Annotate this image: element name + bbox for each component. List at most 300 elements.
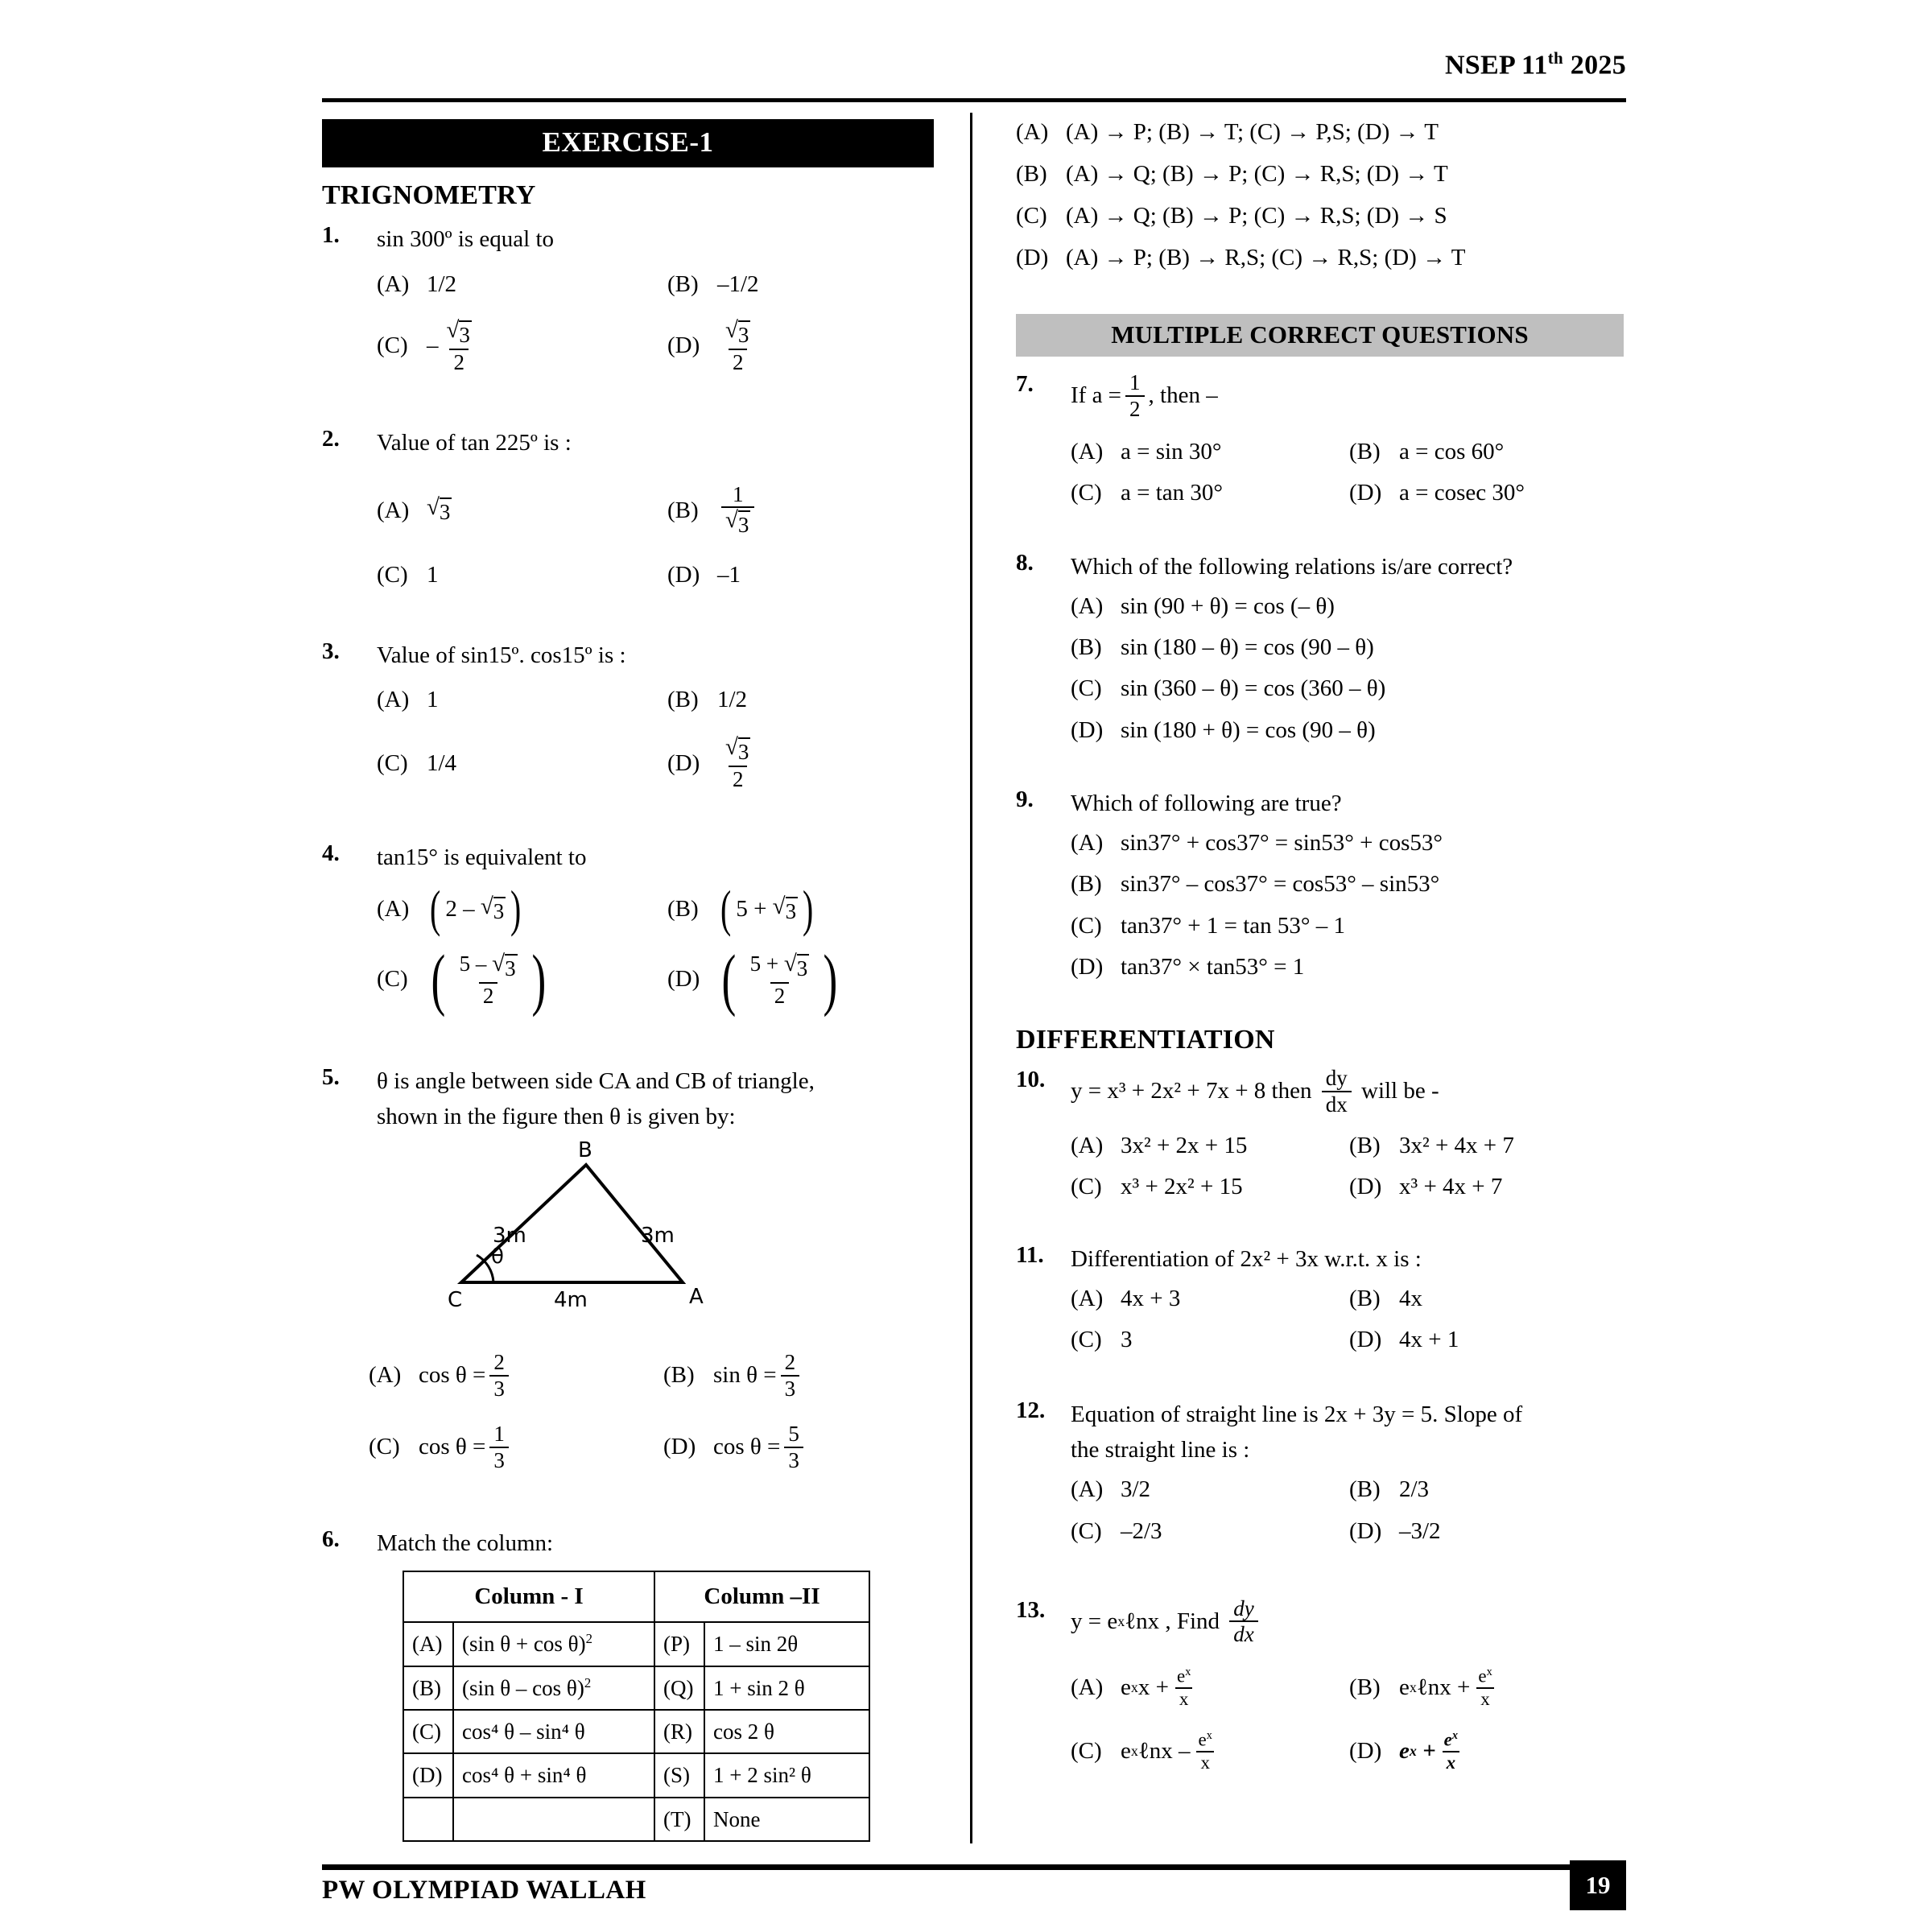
option-label: (C) bbox=[377, 750, 408, 777]
question-10 bbox=[1016, 1067, 1628, 1208]
vertex-label-c: C bbox=[448, 1288, 463, 1313]
row-value-left bbox=[453, 1798, 654, 1841]
option-d[interactable] bbox=[1349, 473, 1628, 514]
option-value: cos θ = $\frac{1}{3}$ bbox=[419, 1422, 513, 1472]
table-row bbox=[403, 1798, 869, 1841]
fraction: $\frac{2}{3}$ bbox=[489, 1351, 509, 1400]
option-value: 4x + 1 bbox=[1399, 1327, 1459, 1353]
option-b[interactable] bbox=[667, 479, 958, 543]
option-value: a = sin 30° bbox=[1121, 439, 1222, 465]
option-label: (B) bbox=[1016, 160, 1047, 187]
option-label: (C) bbox=[377, 966, 408, 993]
option-label: (A) bbox=[1071, 1133, 1104, 1159]
option-value: (A) → Q; (B) → P; (C) → R,S; (D) → S bbox=[1066, 202, 1447, 229]
question-11 bbox=[1016, 1242, 1628, 1361]
option-value: 1/2 bbox=[717, 687, 748, 713]
option-label: (B) bbox=[1349, 439, 1381, 465]
option-label: (B) bbox=[1349, 1674, 1381, 1701]
row-value-left: cos⁴ θ + sin⁴ θ bbox=[453, 1753, 654, 1797]
question-12 bbox=[1016, 1397, 1628, 1551]
fraction bbox=[721, 736, 754, 791]
fraction bbox=[456, 952, 522, 1008]
question-4 bbox=[322, 840, 958, 1018]
question-5 bbox=[322, 1064, 958, 1476]
option-label: (D) bbox=[1349, 480, 1382, 506]
question-text: sin 300º is equal to bbox=[377, 226, 555, 252]
question-6-options-continued bbox=[1016, 114, 1628, 275]
fraction-denominator: 2 bbox=[729, 349, 748, 374]
option-value: 3 bbox=[1121, 1327, 1133, 1353]
option-value: cos θ = $\frac{5}{3}$ bbox=[713, 1422, 807, 1472]
fraction: $\frac{e^x}{x}$ bbox=[1195, 1730, 1216, 1773]
sqrt-icon: √ 3 bbox=[783, 950, 808, 980]
option-b[interactable] bbox=[1349, 1278, 1628, 1319]
left-column bbox=[322, 113, 958, 1842]
row-value-left: (sin θ + cos θ)$^2$ bbox=[453, 1622, 654, 1666]
option-value: a = cosec 30° bbox=[1399, 480, 1525, 506]
question-9 bbox=[1016, 786, 1628, 988]
option-label: (C) bbox=[1071, 1738, 1102, 1765]
question-text: Value of tan 225º is : bbox=[377, 430, 572, 456]
option-b[interactable] bbox=[667, 679, 958, 720]
fraction: $\frac{2}{3}$ bbox=[781, 1351, 800, 1400]
option-d[interactable] bbox=[1349, 1726, 1628, 1777]
option-label: (A) bbox=[1071, 1476, 1104, 1503]
table-row bbox=[403, 1666, 869, 1710]
fraction: $\frac{1}{2}$ bbox=[1125, 371, 1145, 420]
option-label: (C) bbox=[1071, 480, 1102, 506]
option-label: (A) bbox=[377, 270, 410, 297]
sqrt-icon: √ 3 bbox=[725, 734, 749, 765]
option-value: e x x + $\frac{e^x}{x}$ bbox=[1121, 1666, 1199, 1709]
option-label: (D) bbox=[1071, 716, 1104, 743]
option-label: (D) bbox=[667, 750, 700, 777]
option-label: (B) bbox=[1349, 1476, 1381, 1503]
option-a[interactable] bbox=[1071, 1125, 1349, 1166]
option-value: (A) → P; (B) → R,S; (C) → R,S; (D) → T bbox=[1066, 244, 1466, 270]
option-label: (A) bbox=[1071, 1286, 1104, 1311]
option-b[interactable] bbox=[1349, 1662, 1628, 1713]
angle-label-theta: θ bbox=[491, 1245, 504, 1269]
option-value bbox=[717, 483, 758, 539]
multiple-correct-banner: MULTIPLE CORRECT QUESTIONS bbox=[1016, 314, 1624, 357]
option-c[interactable] bbox=[377, 732, 667, 795]
fraction: $\frac{1}{3}$ bbox=[489, 1422, 509, 1472]
option-value bbox=[427, 496, 452, 525]
right-column bbox=[1016, 113, 1628, 1777]
row-key-right: (Q) bbox=[654, 1666, 704, 1710]
option-value: tan37° + 1 = tan 53° – 1 bbox=[1121, 912, 1346, 939]
option-d[interactable] bbox=[1071, 947, 1628, 988]
row-key-left: (A) bbox=[403, 1622, 453, 1666]
option-value bbox=[717, 316, 758, 374]
section-heading-differentiation: DIFFERENTIATION bbox=[1016, 1024, 1275, 1055]
footer-brand: PW OLYMPIAD WALLAH bbox=[322, 1876, 646, 1905]
fraction-denominator: 2 bbox=[449, 349, 469, 374]
option-c[interactable] bbox=[1071, 906, 1628, 947]
option-c[interactable] bbox=[1071, 1166, 1349, 1208]
option-d[interactable] bbox=[1349, 1166, 1628, 1208]
question-number: 6. bbox=[322, 1525, 340, 1552]
option-label: (D) bbox=[1349, 1738, 1382, 1765]
row-value-right: None bbox=[704, 1798, 869, 1841]
option-value: 4x bbox=[1399, 1286, 1422, 1311]
question-number: 8. bbox=[1016, 549, 1034, 576]
option-label: (B) bbox=[1349, 1133, 1381, 1159]
fraction: $\frac{e^x}{x}$ bbox=[1440, 1730, 1462, 1773]
option-label: (C) bbox=[369, 1434, 400, 1460]
paren-group: ( 5 + √ 3 2 ) bbox=[721, 939, 838, 1018]
options-list bbox=[377, 264, 958, 378]
option-b[interactable] bbox=[1071, 627, 1628, 668]
row-value-right: 1 – sin 2θ bbox=[704, 1622, 869, 1666]
option-c[interactable] bbox=[377, 555, 667, 596]
column-header-right: Column –II bbox=[654, 1571, 869, 1622]
option-label: (D) bbox=[1349, 1327, 1382, 1353]
match-the-column-table bbox=[402, 1571, 870, 1842]
sqrt-icon: √ 3 bbox=[492, 950, 516, 980]
option-label: (D) bbox=[663, 1434, 696, 1460]
option-label: (B) bbox=[667, 687, 699, 713]
option-label: (A) bbox=[1016, 118, 1049, 145]
option-label: (A) bbox=[1071, 439, 1104, 465]
question-number: 5. bbox=[322, 1064, 340, 1091]
option-label: (B) bbox=[667, 270, 699, 297]
option-b[interactable] bbox=[1349, 431, 1628, 473]
option-label: (D) bbox=[1349, 1174, 1382, 1200]
option-value: x³ + 2x² + 15 bbox=[1121, 1174, 1243, 1200]
option-a[interactable] bbox=[377, 679, 667, 720]
question-text-line-1: θ is angle between side CA and CB of triangle, bbox=[377, 1068, 815, 1095]
option-c[interactable] bbox=[1071, 1726, 1349, 1777]
option-a[interactable] bbox=[377, 264, 667, 305]
option-value: 3/2 bbox=[1121, 1476, 1151, 1503]
option-d[interactable] bbox=[1349, 1511, 1628, 1552]
question-text: Which of the following relations is/are correct? bbox=[1071, 553, 1513, 580]
option-value: 1 bbox=[427, 562, 439, 588]
question-text-line-2: the straight line is : bbox=[1071, 1436, 1250, 1463]
row-value-right: cos 2 θ bbox=[704, 1710, 869, 1753]
row-key-left bbox=[403, 1798, 453, 1841]
question-2 bbox=[322, 426, 958, 596]
option-a[interactable] bbox=[1071, 431, 1349, 473]
option-value: cos θ = $\frac{2}{3}$ bbox=[419, 1351, 513, 1400]
question-number: 7. bbox=[1016, 371, 1034, 397]
option-label: (B) bbox=[1071, 634, 1102, 661]
fraction-denominator: 2 bbox=[729, 766, 748, 791]
options-list bbox=[1071, 1662, 1628, 1777]
sqrt-icon: √ 3 bbox=[446, 316, 470, 347]
option-label: (C) bbox=[1071, 1174, 1102, 1200]
fraction-denominator bbox=[721, 506, 754, 538]
option-label: (B) bbox=[1349, 1286, 1381, 1311]
row-key-right: (P) bbox=[654, 1622, 704, 1666]
option-a[interactable] bbox=[1071, 1278, 1349, 1319]
option-label: (D) bbox=[1349, 1517, 1382, 1544]
option-value: e x ℓnx + $\frac{e^x}{x}$ bbox=[1399, 1666, 1501, 1709]
option-label: (A) bbox=[377, 895, 410, 922]
option-value: 1/2 bbox=[427, 270, 457, 297]
question-number: 9. bbox=[1016, 786, 1034, 812]
question-text: Differentiation of 2x² + 3x w.r.t. x is : bbox=[1071, 1245, 1422, 1272]
option-value: tan37° × tan53° = 1 bbox=[1121, 953, 1305, 980]
table-row bbox=[403, 1622, 869, 1666]
options-list bbox=[377, 468, 958, 597]
option-value: (A) → P; (B) → T; (C) → P,S; (D) → T bbox=[1066, 118, 1439, 145]
option-b[interactable] bbox=[1349, 1125, 1628, 1166]
fraction: $\frac{e^x}{x}$ bbox=[1474, 1666, 1496, 1709]
option-d[interactable] bbox=[1349, 1319, 1628, 1360]
option-label: (B) bbox=[1071, 871, 1102, 898]
question-3 bbox=[322, 638, 958, 795]
option-label: (C) bbox=[377, 332, 408, 359]
option-a[interactable] bbox=[1016, 114, 1628, 150]
option-c[interactable] bbox=[1071, 473, 1349, 514]
column-divider bbox=[970, 113, 972, 1843]
option-c[interactable] bbox=[1016, 198, 1628, 233]
option-value bbox=[717, 880, 816, 938]
option-label: (A) bbox=[1071, 1674, 1104, 1701]
option-label: (C) bbox=[1071, 1327, 1102, 1353]
option-b[interactable] bbox=[1349, 1469, 1628, 1510]
option-value: sin (90 + θ) = cos (– θ) bbox=[1121, 593, 1335, 620]
row-key-right: (T) bbox=[654, 1798, 704, 1841]
option-c[interactable] bbox=[377, 939, 667, 1018]
sqrt-icon: √ 3 bbox=[725, 316, 749, 347]
option-value: sin37° – cos37° = cos53° – sin53° bbox=[1121, 871, 1440, 898]
option-label: (D) bbox=[667, 332, 700, 359]
row-key-left: (D) bbox=[403, 1753, 453, 1797]
option-label: (B) bbox=[667, 497, 699, 523]
fraction bbox=[443, 316, 476, 374]
paren-group: ( 5 + √ 3 ) bbox=[720, 880, 814, 938]
fraction bbox=[721, 316, 754, 374]
option-value: e x ℓnx – $\frac{e^x}{x}$ bbox=[1121, 1730, 1220, 1773]
row-value-right: 1 + sin 2 θ bbox=[704, 1666, 869, 1710]
paren-group: ( 5 – √ 3 2 ) bbox=[431, 939, 546, 1018]
row-value-left: cos⁴ θ – sin⁴ θ bbox=[453, 1710, 654, 1753]
question-text: Value of sin15º. cos15º is : bbox=[377, 642, 626, 668]
row-key-left: (C) bbox=[403, 1710, 453, 1753]
option-value bbox=[427, 880, 525, 938]
sqrt-icon: √ 3 bbox=[480, 893, 505, 923]
option-label: (A) bbox=[377, 497, 410, 523]
page-header bbox=[322, 48, 1626, 113]
fraction-denominator: 2 bbox=[770, 982, 790, 1008]
option-value: sin (180 – θ) = cos (90 – θ) bbox=[1121, 634, 1374, 661]
options-list bbox=[1071, 823, 1628, 988]
option-value: 1 bbox=[427, 687, 439, 713]
option-value: a = cos 60° bbox=[1399, 439, 1505, 465]
paren-group: ( 2 – √ 3 ) bbox=[430, 880, 522, 938]
options-list bbox=[1071, 1469, 1628, 1551]
option-c[interactable] bbox=[377, 315, 667, 378]
fraction-numerator: 5 – √ 3 bbox=[459, 950, 516, 980]
option-label: (A) bbox=[369, 1362, 402, 1389]
option-label: (C) bbox=[1071, 1517, 1102, 1544]
row-key-right: (S) bbox=[654, 1753, 704, 1797]
question-13 bbox=[1016, 1597, 1628, 1777]
option-label: (C) bbox=[1016, 202, 1047, 229]
fraction-numerator: 5 + √ 3 bbox=[749, 950, 808, 980]
question-text-line-1: Equation of straight line is 2x + 3y = 5. Slope of bbox=[1071, 1402, 1523, 1428]
option-c[interactable] bbox=[369, 1418, 663, 1476]
option-d[interactable] bbox=[1016, 240, 1628, 275]
question-7 bbox=[1016, 371, 1628, 514]
option-label: (C) bbox=[1071, 675, 1102, 702]
page-number-badge: 19 bbox=[1570, 1860, 1626, 1910]
question-number: 10. bbox=[1016, 1066, 1046, 1092]
option-c[interactable] bbox=[1071, 1511, 1349, 1552]
minus-sign: – bbox=[427, 332, 439, 359]
option-d[interactable] bbox=[667, 555, 958, 596]
options-list bbox=[1071, 1125, 1628, 1208]
option-d[interactable] bbox=[667, 939, 958, 1018]
option-label: (A) bbox=[1071, 830, 1104, 857]
question-number: 13. bbox=[1016, 1596, 1046, 1623]
option-d[interactable] bbox=[667, 315, 958, 378]
option-b[interactable] bbox=[667, 264, 958, 305]
option-value bbox=[427, 316, 480, 374]
option-label: (D) bbox=[1071, 953, 1104, 980]
option-value: (A) → Q; (B) → P; (C) → R,S; (D) → T bbox=[1066, 160, 1448, 187]
side-label-cb: 3m bbox=[493, 1224, 526, 1249]
fraction: $\frac{dy}{dx}$ bbox=[1322, 1067, 1352, 1116]
fraction: $\frac{5}{3}$ bbox=[784, 1422, 803, 1472]
option-d[interactable] bbox=[667, 732, 958, 795]
option-d[interactable] bbox=[1071, 710, 1628, 751]
option-b[interactable] bbox=[1016, 156, 1628, 192]
option-value bbox=[717, 939, 842, 1018]
header-rule bbox=[322, 98, 1626, 102]
option-label: (B) bbox=[667, 895, 699, 922]
question-text: Which of following are true? bbox=[1071, 790, 1342, 816]
question-8 bbox=[1016, 550, 1628, 751]
option-value: sin (360 – θ) = cos (360 – θ) bbox=[1121, 675, 1386, 702]
options-list bbox=[377, 679, 958, 795]
option-label: (D) bbox=[1016, 244, 1049, 270]
fraction-numerator bbox=[721, 736, 754, 766]
options-list bbox=[1071, 1278, 1628, 1360]
option-a[interactable] bbox=[1071, 1662, 1349, 1713]
option-label: (C) bbox=[1071, 912, 1102, 939]
section-heading-trigonometry: TRIGNOMETRY bbox=[322, 180, 536, 210]
option-value: sin37° + cos37° = sin53° + cos53° bbox=[1121, 830, 1443, 857]
row-key-left: (B) bbox=[403, 1666, 453, 1710]
option-label: (C) bbox=[377, 562, 408, 588]
fraction-numerator bbox=[721, 316, 754, 349]
question-text: If a = $\frac{1}{2}$ , then – bbox=[1071, 370, 1218, 421]
option-c[interactable] bbox=[1071, 668, 1628, 709]
vertex-label-a: A bbox=[689, 1285, 704, 1310]
sqrt-icon: √ 3 bbox=[725, 507, 749, 538]
header-title: NSEP 11th 2025 bbox=[1444, 48, 1626, 80]
fraction-numerator bbox=[443, 316, 476, 349]
vertex-label-b: B bbox=[578, 1138, 592, 1163]
option-value: 3x² + 2x + 15 bbox=[1121, 1133, 1248, 1159]
option-value: 3x² + 4x + 7 bbox=[1399, 1133, 1514, 1159]
question-1 bbox=[322, 222, 958, 378]
fraction-numerator: 1 bbox=[732, 481, 744, 506]
option-b[interactable] bbox=[667, 880, 958, 938]
options-list bbox=[377, 880, 958, 1018]
options-list bbox=[369, 1347, 958, 1476]
option-value bbox=[717, 736, 758, 791]
sqrt-icon: √ 3 bbox=[427, 494, 451, 525]
option-value: x³ + 4x + 7 bbox=[1399, 1174, 1503, 1200]
question-number: 3. bbox=[322, 638, 340, 664]
option-value: sin (180 + θ) = cos (90 – θ) bbox=[1121, 716, 1376, 743]
option-value: –2/3 bbox=[1121, 1517, 1162, 1544]
footer-rule bbox=[322, 1864, 1626, 1870]
question-number: 2. bbox=[322, 426, 340, 452]
option-a[interactable] bbox=[377, 479, 667, 543]
options-list bbox=[1071, 431, 1628, 514]
option-a[interactable] bbox=[369, 1347, 663, 1404]
question-text: y = x³ + 2x² + 7x + 8 then $\frac{dy}{dx}$ will be - bbox=[1071, 1065, 1439, 1117]
fraction-denominator: 2 bbox=[479, 982, 498, 1008]
column-header-left: Column - I bbox=[403, 1571, 654, 1622]
option-label: (A) bbox=[377, 687, 410, 713]
option-b[interactable] bbox=[1071, 864, 1628, 905]
option-a[interactable] bbox=[1071, 823, 1628, 864]
question-text: Match the column: bbox=[377, 1530, 554, 1556]
fraction bbox=[746, 952, 814, 1008]
option-a[interactable] bbox=[1071, 1469, 1349, 1510]
question-number: 4. bbox=[322, 840, 340, 866]
table-row bbox=[403, 1753, 869, 1797]
option-value: 4x + 3 bbox=[1121, 1286, 1181, 1311]
option-d[interactable] bbox=[663, 1418, 958, 1476]
fraction bbox=[721, 483, 754, 539]
row-value-right: 1 + 2 sin² θ bbox=[704, 1753, 869, 1797]
option-a[interactable] bbox=[377, 880, 667, 938]
table-header-row bbox=[403, 1571, 869, 1622]
question-text: y = e x ℓnx , Find $\frac{dy}{dx}$ bbox=[1071, 1597, 1628, 1646]
option-value: –1/2 bbox=[717, 270, 759, 297]
option-value: –3/2 bbox=[1399, 1517, 1441, 1544]
option-value: 2/3 bbox=[1399, 1476, 1430, 1503]
triangle-figure bbox=[425, 1138, 940, 1340]
option-c[interactable] bbox=[1071, 1319, 1349, 1360]
option-label: (D) bbox=[667, 562, 700, 588]
option-a[interactable] bbox=[1071, 586, 1628, 627]
option-label: (A) bbox=[1071, 593, 1104, 620]
exercise-banner: EXERCISE-1 bbox=[322, 119, 934, 167]
side-label-ca: 4m bbox=[554, 1288, 588, 1313]
table-row bbox=[403, 1710, 869, 1753]
question-text: tan15° is equivalent to bbox=[377, 844, 587, 870]
fraction: $\frac{dy}{dx}$ bbox=[1229, 1597, 1257, 1646]
question-number: 1. bbox=[322, 222, 340, 248]
option-value bbox=[427, 939, 550, 1018]
option-value: –1 bbox=[717, 562, 741, 588]
option-value: sin θ = $\frac{2}{3}$ bbox=[713, 1351, 803, 1400]
row-value-left: (sin θ – cos θ)$^2$ bbox=[453, 1666, 654, 1710]
fraction: $\frac{e^x}{x}$ bbox=[1173, 1666, 1195, 1709]
option-label: (B) bbox=[663, 1362, 695, 1389]
row-key-right: (R) bbox=[654, 1710, 704, 1753]
option-b[interactable] bbox=[663, 1347, 958, 1404]
question-number: 12. bbox=[1016, 1397, 1046, 1424]
question-6 bbox=[322, 1526, 958, 1842]
option-label: (D) bbox=[667, 966, 700, 993]
option-value: e x + $\frac{e^x}{x}$ bbox=[1399, 1730, 1466, 1773]
question-number: 11. bbox=[1016, 1241, 1044, 1268]
side-label-ba: 3m bbox=[641, 1224, 675, 1249]
sqrt-icon: √ 3 bbox=[772, 893, 797, 923]
option-value: 1/4 bbox=[427, 750, 457, 777]
